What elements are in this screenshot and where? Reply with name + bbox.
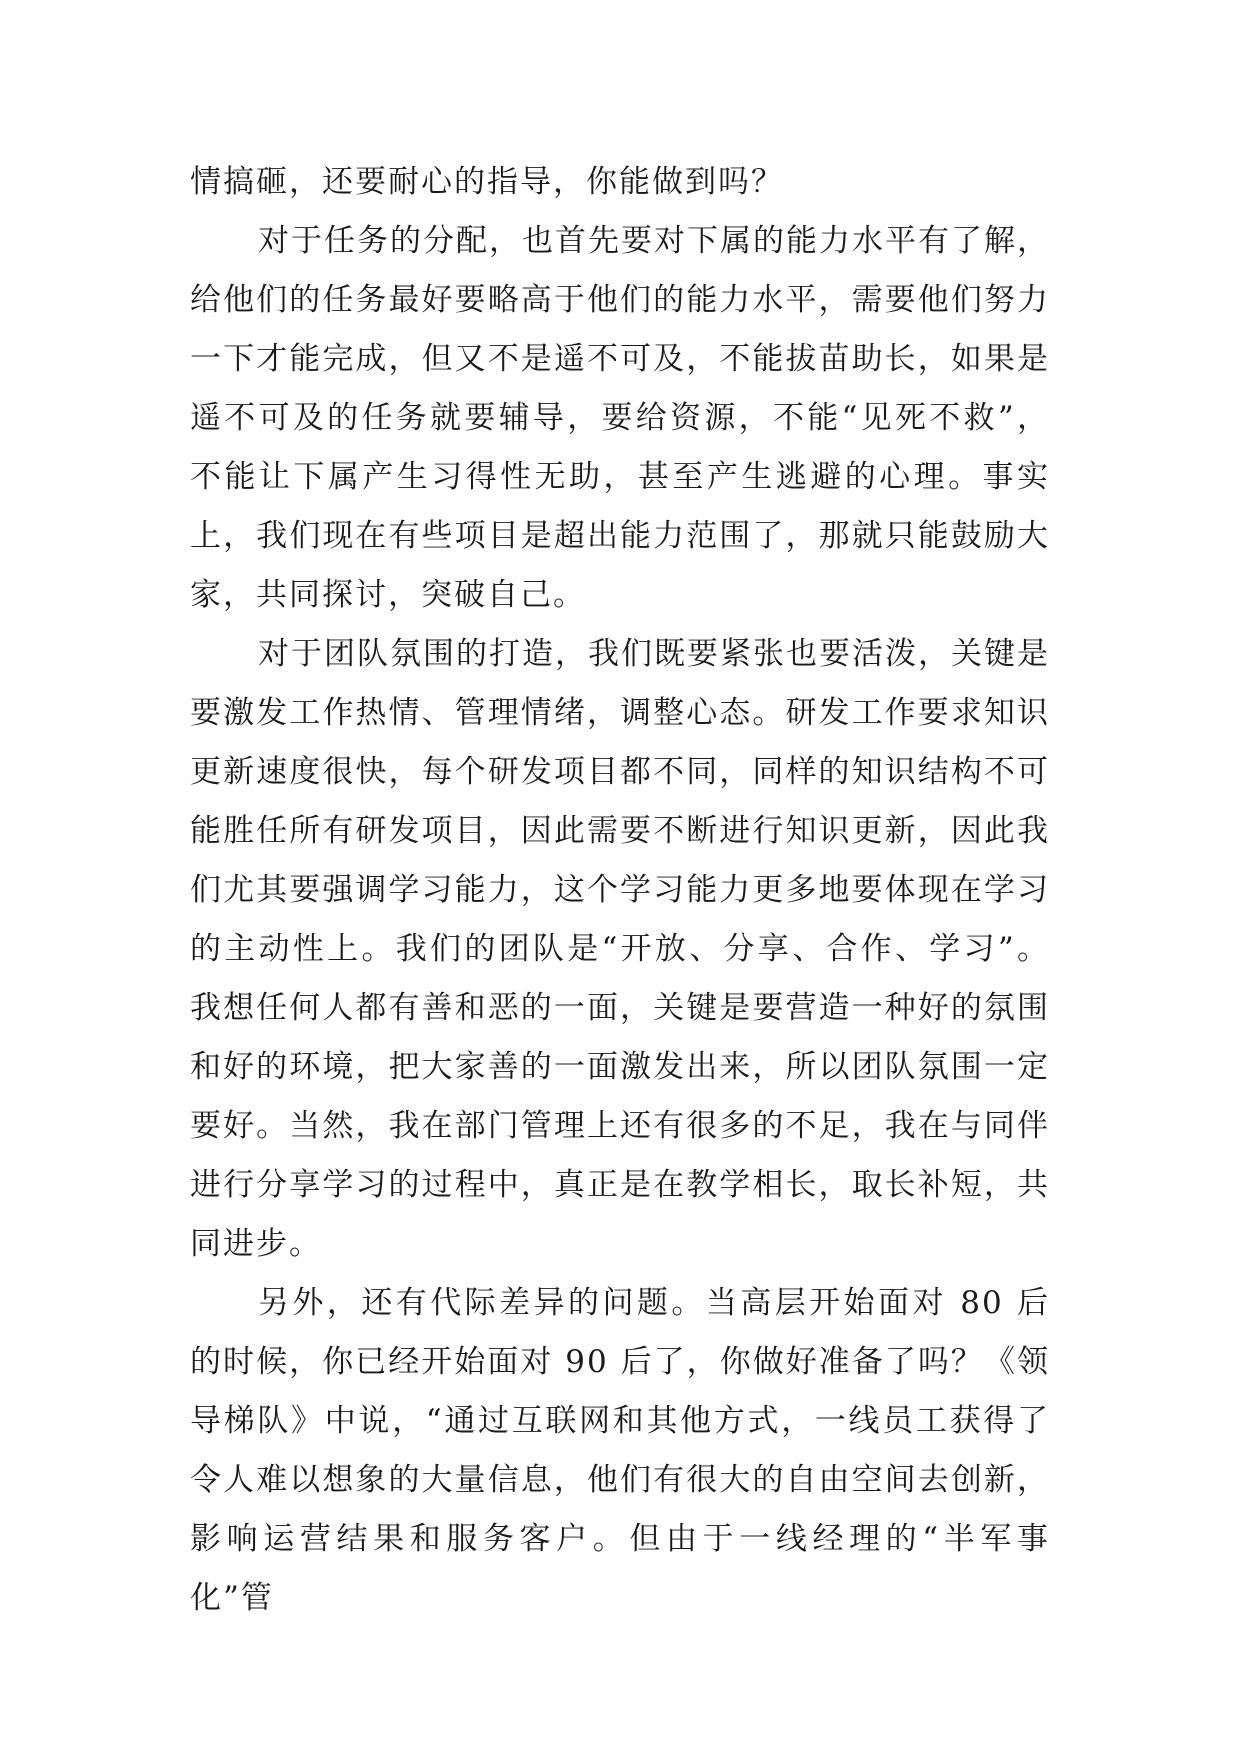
paragraph-3: 对于团队氛围的打造，我们既要紧张也要活泼，关键是要激发工作热情、管理情绪，调整心态。研发工作要求知识更新速度很快，每个研发项目都不同，同样的知识结构不可能胜任所有研发项目，因此需要不断进行知识更新，因此我们尤其要强调学习能力，这个学习能力更多地要体现在学习的主动性上。我们的团队是“开放、分享、合作、学习”。我想任何人都有善和恶的一面，关键是要营造一种好的氛围和好的环境，把大家善的一面激发出来，所以团队氛围一定要好。当然，我在部门管理上还有很多的不足，我在与同伴进行分享学习的过程中，真正是在教学相长，取长补短，共同进步。 xyxy=(190,636,1050,1262)
paragraph-4: 另外，还有代际差异的问题。当高层开始面对 80 后的时候，你已经开始面对 90 后了，你做好准备了吗？《领导梯队》中说，“通过互联网和其他方式，一线员工获得了令人难以想象的大量信息，他们有很大的自由空间去创新，影响运营结果和服务客户。但由于一线经理的“半军事化”管 xyxy=(190,1285,1050,1616)
document-body xyxy=(190,153,1050,1628)
paragraph-1: 情搞砸，还要耐心的指导，你能做到吗？ xyxy=(190,164,784,200)
paragraph-2: 对于任务的分配，也首先要对下属的能力水平有了解，给他们的任务最好要略高于他们的能力水平，需要他们努力一下才能完成，但又不是遥不可及，不能拔苗助长，如果是遥不可及的任务就要辅导，要给资源，不能“见死不救”，不能让下属产生习得性无助，甚至产生逃避的心理。事实上，我们现在有些项目是超出能力范围了，那就只能鼓励大家，共同探讨，突破自己。 xyxy=(190,223,1050,613)
